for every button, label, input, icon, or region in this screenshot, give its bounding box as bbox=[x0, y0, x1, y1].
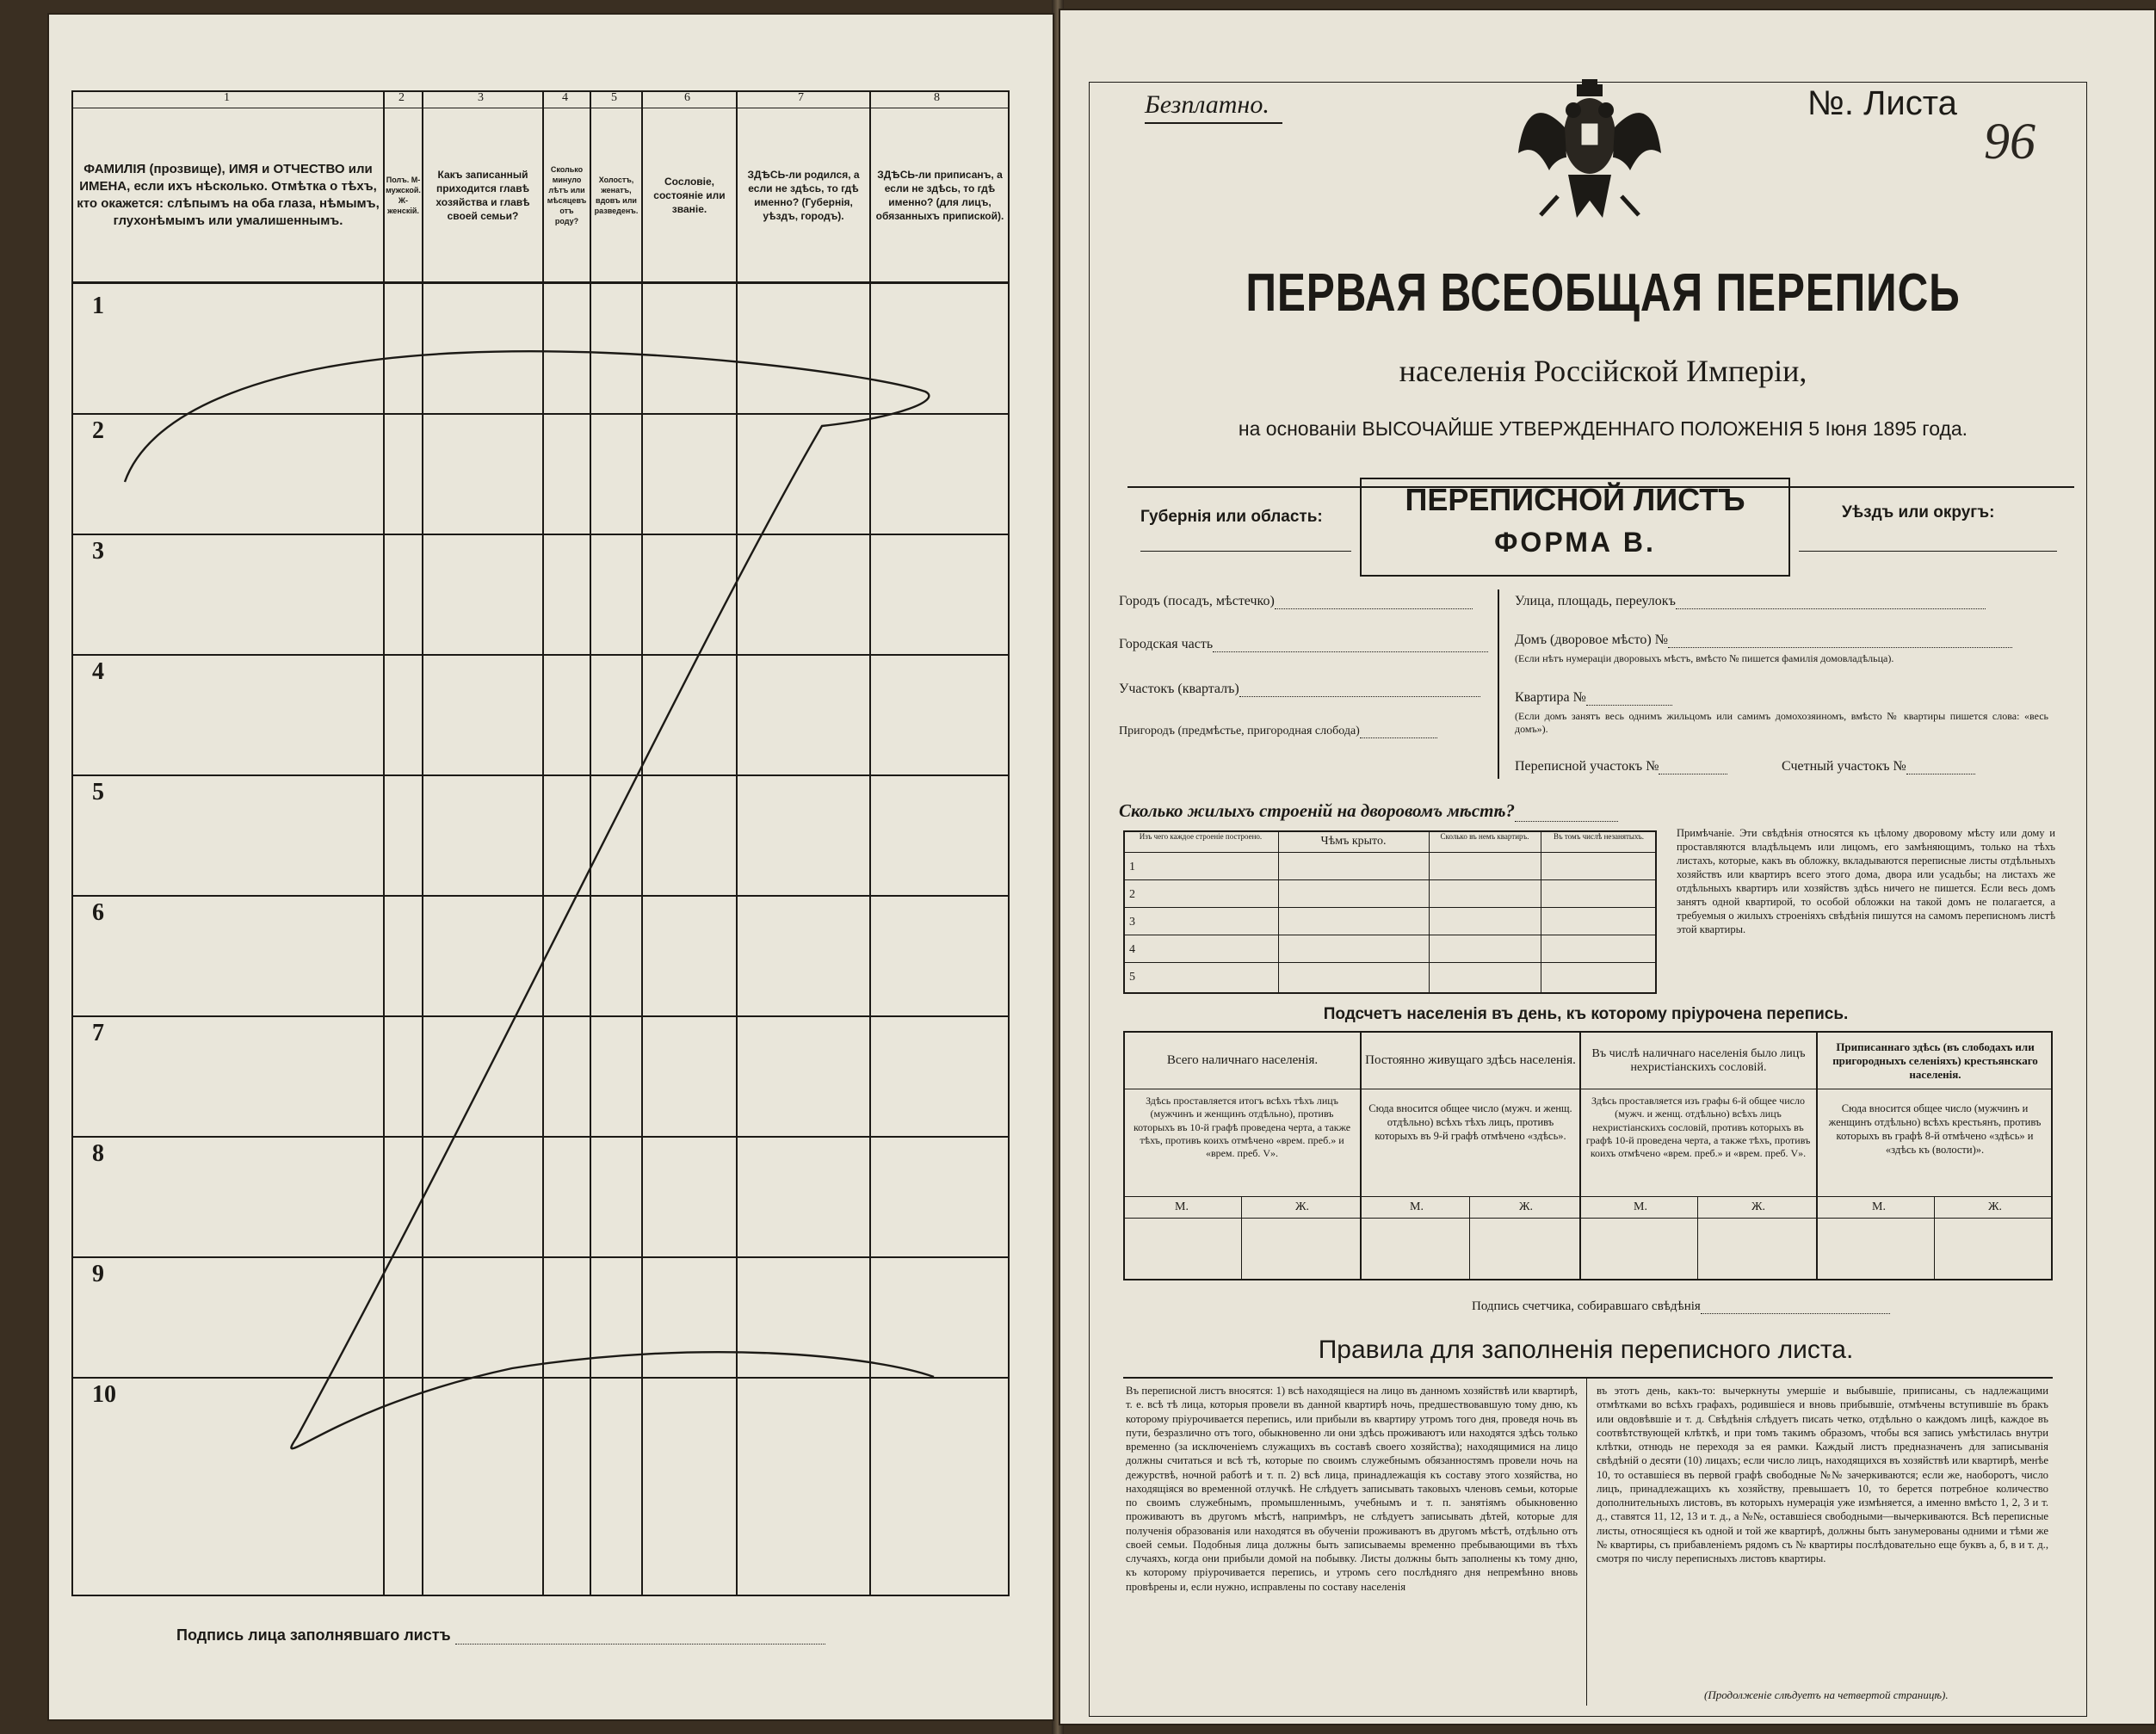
imperial-eagle-emblem bbox=[1515, 76, 1665, 235]
header-registered: ЗДѢСЬ-ли приписанъ, а если не здѣсь, то гдѣ именно? (для лицъ, обязанныхъ припиской). bbox=[875, 168, 1004, 223]
buildings-row-number: 1 bbox=[1129, 861, 1135, 873]
male-label: М. bbox=[1872, 1200, 1886, 1213]
suburb-field[interactable]: Пригородъ (предмѣстье, пригородная слобода) bbox=[1119, 725, 1437, 738]
row-number: 6 bbox=[92, 899, 104, 926]
buildings-row-number: 3 bbox=[1129, 916, 1135, 929]
left-page-census-table bbox=[47, 13, 1054, 1721]
signature-label: Подпись лица заполнявшаго листъ bbox=[176, 1626, 451, 1644]
column-number: 1 bbox=[224, 91, 230, 104]
count-desc-peasants: Сюда вносится общее число (мужчинъ и женщинъ отдѣльно) всѣхъ крестьянъ, противъ которыхъ въ графѣ 8-й отмѣчено «здѣсь» и «здѣсь къ (волости)». bbox=[1828, 1102, 2042, 1156]
buildings-header-apartments: Сколько въ немъ квартиръ. bbox=[1440, 832, 1529, 841]
count-header-present: Всего наличнаго населенія. bbox=[1166, 1053, 1319, 1067]
header-estate: Сословіе, состояніе или званіе. bbox=[653, 175, 726, 216]
house-note: (Если нѣтъ нумераціи дворовыхъ мѣстъ, вмѣсто № пишется фамилія домовладѣльца). bbox=[1515, 652, 1894, 664]
count-title: Подсчетъ населенія въ день, къ которому пріурочена перепись. bbox=[1323, 1005, 1849, 1023]
buildings-row-number: 5 bbox=[1129, 971, 1135, 984]
ward-field[interactable]: Участокъ (кварталъ) bbox=[1119, 682, 1480, 697]
signature-line bbox=[176, 1626, 825, 1645]
male-label: М. bbox=[1410, 1200, 1424, 1213]
census-title: ПЕРВАЯ ВСЕОБЩАЯ ПЕРЕПИСЬ bbox=[1245, 263, 1961, 323]
count-desc-resident: Сюда вносится общее число (мужч. и женщ. отдѣльно) всѣхъ тѣхъ лицъ, противъ которыхъ въ 9-й графѣ отмѣчено «здѣсь». bbox=[1368, 1102, 1572, 1142]
buildings-note: Примѣчаніе. Эти свѣдѣнія относятся къ цѣлому дворовому мѣсту или дому и проставляются владѣльцемъ или лицомъ, его замѣняющимъ, только на тѣхъ листахъ, которые, какъ въ обложку, вкладываются переписные листы отдѣльныхъ хозяйствъ или квартиръ всего этого дома, двора или усадьбы; на листахъ же отдѣльныхъ квартиръ или хозяйствъ здѣсь ничего не пишется. Если весь домъ занятъ одной квартирой, то особой обложки на такой домъ не полагается, а требуемыя о жилыхъ строеніяхъ свѣдѣнія пишутся на самомъ переписномъ листѣ этой квартиры. bbox=[1677, 827, 2055, 935]
row-number: 3 bbox=[92, 538, 104, 565]
row-number: 10 bbox=[92, 1381, 116, 1408]
column-number: 4 bbox=[562, 91, 568, 104]
row-number: 8 bbox=[92, 1140, 104, 1167]
free-label: Безплатно. bbox=[1145, 90, 1270, 119]
header-name: ФАМИЛІЯ (прозвище), ИМЯ и ОТЧЕСТВО или ИМЕНА, если ихъ нѣсколько. Отмѣтка о тѣхъ, кто окажется: слѣпымъ на оба глаза, нѣмымъ, глухонѣмымъ или умалишеннымъ. bbox=[77, 161, 380, 229]
count-header-resident: Постоянно живущаго здѣсь населенія. bbox=[1365, 1053, 1576, 1067]
buildings-question: Сколько жилыхъ строеній на дворовомъ мѣстѣ? bbox=[1119, 800, 1618, 822]
house-field[interactable]: Домъ (дворовое мѣсто) № bbox=[1515, 633, 2012, 648]
female-label: Ж. bbox=[1519, 1200, 1534, 1213]
column-number: 8 bbox=[934, 91, 940, 104]
census-basis: на основаніи ВЫСОЧАЙШЕ УТВЕРЖДЕННАГО ПОЛОЖЕНІЯ 5 Іюня 1895 года. bbox=[1238, 417, 1968, 440]
census-subtitle: населенія Россійской Имперіи, bbox=[1399, 354, 1807, 388]
counter-signature: Подпись счетчика, собиравшаго свѣдѣнія bbox=[1472, 1299, 1890, 1314]
buildings-row-number: 4 bbox=[1129, 943, 1135, 956]
header-relation: Какъ записанный приходится главѣ хозяйства и главѣ своей семьи? bbox=[436, 168, 530, 223]
sheet-number-handwritten: 96 bbox=[1984, 113, 2036, 170]
continued-note: (Продолженіе слѣдуетъ на четвертой страницѣ). bbox=[1704, 1688, 1949, 1701]
buildings-header-material: Изъ чего каждое строеніе построено. bbox=[1139, 832, 1263, 841]
count-header-nonchristian: Въ числѣ наличнаго населенія было лицъ нехристіанскихъ сословій. bbox=[1591, 1046, 1806, 1074]
city-field[interactable]: Городъ (посадъ, мѣстечко) bbox=[1119, 594, 1473, 609]
male-label: М. bbox=[1634, 1200, 1647, 1213]
female-label: Ж. bbox=[1988, 1200, 2003, 1213]
buildings-table bbox=[1123, 830, 1657, 994]
province-label: Губернія или область: bbox=[1140, 508, 1323, 526]
right-page-census-cover bbox=[1059, 9, 2156, 1725]
header-marital: Холостъ, женатъ, вдовъ или разведенъ. bbox=[594, 175, 639, 216]
form-title: ПЕРЕПИСНОЙ ЛИСТЪ bbox=[1405, 482, 1745, 517]
column-number: 5 bbox=[611, 91, 617, 104]
column-number: 6 bbox=[684, 91, 690, 104]
buildings-header-roof: Чѣмъ крыто. bbox=[1320, 835, 1387, 848]
census-section-field[interactable]: Переписной участокъ № bbox=[1515, 759, 1727, 774]
district-label: Уѣздъ или округъ: bbox=[1842, 503, 1995, 521]
apartment-note: (Если домъ занятъ весь однимъ жильцомъ или самимъ домохозяиномъ, вмѣсто № квартиры пишется слова: «весь домъ»). bbox=[1515, 710, 2048, 736]
rules-title: Правила для заполненія переписного листа. bbox=[1318, 1336, 1854, 1364]
row-number: 4 bbox=[92, 658, 104, 685]
female-label: Ж. bbox=[1751, 1200, 1766, 1213]
apartment-field[interactable]: Квартира № bbox=[1515, 690, 1672, 706]
column-number: 2 bbox=[398, 91, 405, 104]
rules-column-1: Въ переписной листъ вносятся: 1) всѣ находящіеся на лицо въ данномъ хозяйствѣ или квартирѣ, т. е. всѣ тѣ лица, которыя провели въ данной квартирѣ ночь, предшествовавшую тому дню, къ которому пріурочивается перепись, или прибыли въ квартиру утромъ того дня, проведя ночь въ пути, безразлично отъ того, обыкновенно ли они здѣсь проживаютъ или находятся здѣсь только временно (за исключеніемъ служащихъ въ составѣ своего хозяйства); находящимися на лицо должны считаться и всѣ тѣ, которые по своимъ служебнымъ обязанностямъ провели ночь на дежурствѣ, ночной работѣ и т. п. 2) всѣ лица, принадлежащія къ составу этого хозяйства, но находящіяся во временной отлучкѣ. Не слѣдуетъ записывать таковыхъ членовъ семьи, которые по своимъ служебнымъ, промышленнымъ, учебнымъ и т. п. занятіямъ обыкновенно проживаютъ въ другомъ мѣстѣ, напримѣръ, не слѣдуетъ записывать дѣтей, которые для полученія образованія или находятся въ обученіи проживаютъ въ другомъ мѣстѣ, отдѣльно отъ своей семьи. Подобныя лица должны быть записываемы временно пребывающими въ тѣхъ случаяхъ, когда они прибыли домой на побывку. Листы должны быть заполнены къ тому дню, къ которому пріурочивается перепись, и утромъ сего послѣдняго дня непремѣнно вновь провѣрены и, если нужно, исправлены по составу населенія bbox=[1126, 1385, 1578, 1593]
count-desc-nonchristian: Здѣсь проставляется изъ графы 6-й общее число (мужч. и женщ. отдѣльно) всѣхъ лицъ нехристіанскихъ сословій, противъ которыхъ въ графѣ 10-й проведена черта, а также тѣхъ, противъ коихъ отмѣчено «врем. преб.» и «врем. преб. V». bbox=[1585, 1095, 1811, 1160]
row-number: 7 bbox=[92, 1020, 104, 1046]
street-field[interactable]: Улица, площадь, переулокъ bbox=[1515, 594, 1986, 609]
form-subtitle: ФОРМА В. bbox=[1494, 527, 1656, 558]
male-label: М. bbox=[1175, 1200, 1189, 1213]
city-part-field[interactable]: Городская часть bbox=[1119, 637, 1488, 652]
rules-column-2: въ этотъ день, какъ-то: вычеркнуты умершіе и выбывшіе, приписаны, съ надлежащими отмѣтками во всѣхъ графахъ, родившіеся и вновь прибывшіе, отмѣчены вступившіе въ бракъ или овдовѣвшіе и т. д. Свѣдѣнія слѣдуетъ писать четко, отдѣльно о каждомъ лицѣ, каждое въ соотвѣтствующей клѣткѣ, и при томъ такимъ образомъ, чтобы вся запись умѣстилась внутри клѣтки, отнюдь не переходя за ея рамки. Каждый листъ предназначенъ для записыванія свѣдѣній о десяти (10) лицахъ; если число лицъ, находящихся въ хозяйствѣ или квартирѣ, менѣе 10, то оставшіеся въ первой графѣ свободные №№ зачеркиваются; если же, наоборотъ, число лицъ, принадлежащихъ къ хозяйству, превышаетъ 10, то берется потребное количество дополнительныхъ листовъ, въ которыхъ нумерація уже измѣняется, а именно вмѣсто 1, 2, 3 и т. д., ставятся 11, 12, 13 и т. д., а №№, оставшіеся свободными—вычеркиваются. Всѣ переписные листы, относящіеся къ одной и той же квартирѣ, должны быть занумерованы одними и тѣми же № квартиры, съ прибавленіемъ рядомъ съ № квартиры послѣдовательно еще буквъ а, б, в и т. д., смотря по числу переписныхъ листовъ квартиры. bbox=[1597, 1385, 2048, 1564]
header-birthplace: ЗДѢСЬ-ли родился, а если не здѣсь, то гдѣ именно? (Губернія, уѣздъ, городъ). bbox=[747, 168, 860, 223]
row-number: 2 bbox=[92, 417, 104, 444]
header-sex: Полъ. М-мужской. Ж-женскій. bbox=[386, 175, 421, 216]
row-number: 1 bbox=[92, 293, 104, 319]
column-number: 3 bbox=[478, 91, 484, 104]
header-age: Сколько минуло лѣтъ или мѣсяцевъ отъ роду? bbox=[547, 164, 587, 226]
female-label: Ж. bbox=[1295, 1200, 1310, 1213]
buildings-header-vacant: Въ томъ числѣ незанятыхъ. bbox=[1553, 832, 1645, 841]
sheet-number-label: №. Листа bbox=[1807, 84, 1957, 122]
count-desc-present: Здѣсь проставляется итогъ всѣхъ тѣхъ лицъ (мужчинъ и женщинъ отдѣльно), противъ которыхъ въ 10-й графѣ проведена черта, а также тѣхъ, противъ коихъ отмѣчено «врем. преб.» и «врем. преб. V». bbox=[1133, 1095, 1351, 1160]
buildings-row-number: 2 bbox=[1129, 888, 1135, 901]
count-header-peasants: Приписаннаго здѣсь (въ слободахъ или пригородныхъ селеніяхъ) крестьянскаго населенія. bbox=[1832, 1040, 2038, 1081]
column-number: 7 bbox=[798, 91, 804, 104]
cancellation-stroke bbox=[47, 13, 1054, 1721]
count-section-field[interactable]: Счетный участокъ № bbox=[1782, 759, 1975, 774]
row-number: 9 bbox=[92, 1261, 104, 1287]
row-number: 5 bbox=[92, 779, 104, 805]
